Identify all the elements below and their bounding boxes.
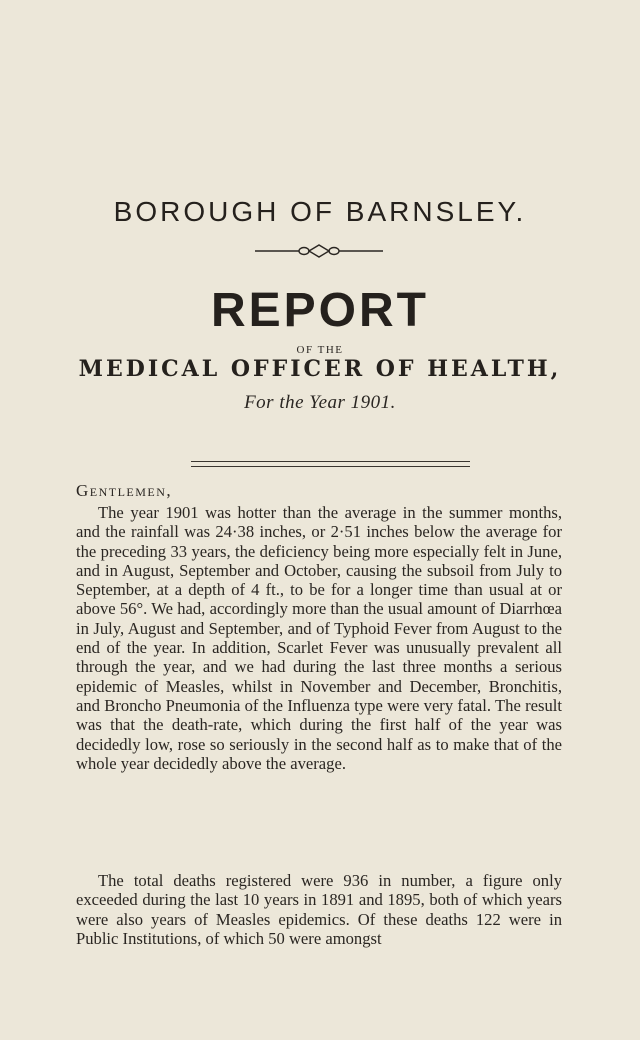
year-subtitle: For the Year 1901. [244, 392, 396, 413]
double-rule-top [191, 461, 470, 462]
salutation: Gentlemen, [76, 481, 173, 500]
paragraph-deaths-text: The total deaths registered were 936 in number, a figure only exceeded during the last 10 years in 1891 and 1895, both of which years were also years of Measles epidemics. Of these deaths 122 were in Public Institutions, of which 50 were amongst [76, 871, 562, 948]
paragraph-weather-text: The year 1901 was hotter than the average in the summer months, and the rainfall was 24·38 inches, or 2·51 inches below the average for the preceding 33 years, the deficiency being more especially felt in June, and in August, September and October, causing the subsoil from July to September, at a depth of 4 ft., to be for a longer time than usual at or above 56°. We had, accordingly more than the usual amount of Diarrhœa in July, August and September, and of Typhoid Fever from August to the end of the year. In addition, Scarlet Fever was unusually prevalent all through the year, and we had during the last three months a serious epidemic of Measles, whilst in November and December, Bronchitis, and Broncho Pneumonia of the Influenza type were very fatal. The result was that the death-rate, which during the first half of the year was decidedly low, rose so seriously in the second half as to make that of the whole year decidedly above the average. [76, 503, 562, 773]
paragraph-weather [76, 503, 562, 773]
double-rule-bottom [191, 466, 470, 467]
paragraph-deaths [76, 871, 562, 948]
ornament-divider [255, 244, 383, 258]
report-heading: REPORT [210, 284, 429, 337]
borough-title: BOROUGH OF BARNSLEY. [113, 196, 527, 227]
of-the-label: OF THE [296, 344, 344, 356]
medical-officer-heading: MEDICAL OFFICER OF HEALTH, [78, 356, 562, 382]
